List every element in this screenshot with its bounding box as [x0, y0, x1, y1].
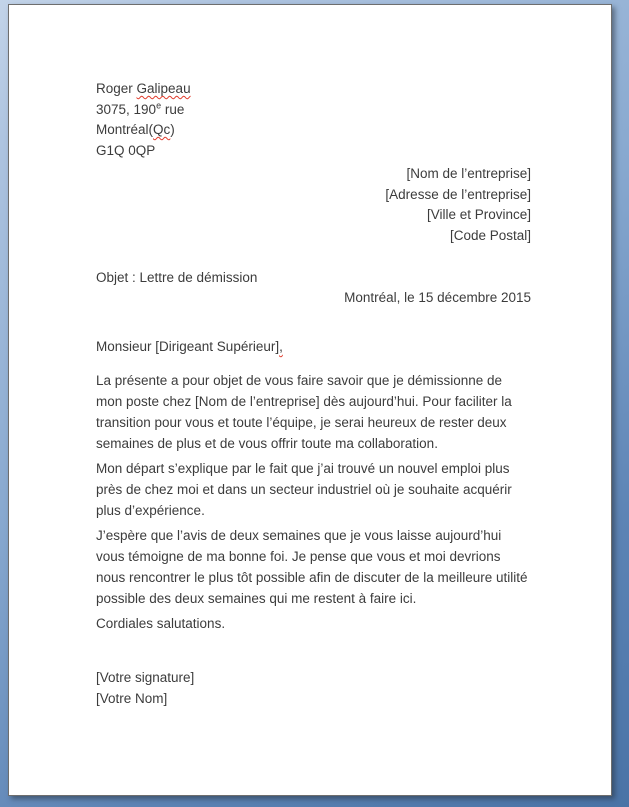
signature-block — [96, 667, 531, 709]
closing-line: Cordiales salutations. — [96, 616, 226, 631]
sender-city-line — [96, 120, 531, 141]
sender-address-line — [96, 100, 531, 121]
sender-postal-line: G1Q 0QP — [96, 142, 156, 158]
address-street: rue — [161, 101, 185, 117]
recipient-company-line: [Nom de l’entreprise] — [406, 166, 531, 181]
salutation-text: Monsieur [Dirigeant Supérieur] — [96, 339, 280, 354]
recipient-postal-line: [Code Postal] — [449, 227, 531, 243]
signature-placeholder: [Votre signature] — [96, 670, 195, 685]
address-number: 3075, 190 — [96, 101, 157, 117]
city-close-paren: ) — [170, 122, 175, 137]
sender-first-name: Roger — [96, 81, 137, 96]
body-paragraph-2: Mon départ s’explique par le fait que j’ai trouvé un nouvel emploi plus près de chez moi et dans un secteur industriel où je souhaite acquérir plus d’expérience. — [96, 461, 512, 518]
recipient-address-line: [Adresse de l’entreprise] — [385, 186, 531, 202]
document-page[interactable] — [8, 4, 612, 796]
sender-block — [96, 79, 531, 161]
sender-name-line — [96, 79, 531, 100]
letter-content — [9, 5, 611, 709]
salutation-line — [96, 336, 531, 357]
date-line: Montréal, le 15 décembre 2015 — [344, 290, 531, 305]
subject-line: Objet : Lettre de démission — [96, 270, 258, 285]
body-paragraph-3: J’espère que l’avis de deux semaines que je vous laisse aujourd’hui vous témoigne de ma bonne foi. Je pense que vous et moi devrions nous rencontrer le plus tôt possible afin de discuter de la meilleure utilité possible des deux semaines qui me restent à faire ici. — [96, 528, 528, 606]
recipient-block — [96, 164, 531, 246]
body-paragraph-1: La présente a pour objet de vous faire savoir que je démissionne de mon poste chez [Nom de l’entreprise] dès aujourd’hui. Pour faciliter la transition pour vous et toute l’équipe, je serai heureux de rester deux semaines de plus et de vous offrir toute ma collaboration. — [96, 373, 512, 451]
recipient-city-line: [Ville et Province] — [426, 207, 531, 222]
salutation-comma-flagged: , — [279, 339, 283, 354]
province-abbrev-misspelled: Qc — [153, 122, 171, 137]
address-ordinal-superscript: e — [156, 100, 162, 110]
sender-last-name-misspelled: Galipeau — [136, 81, 191, 96]
city-name: Montréal( — [96, 122, 154, 137]
name-placeholder: [Votre Nom] — [96, 691, 168, 706]
